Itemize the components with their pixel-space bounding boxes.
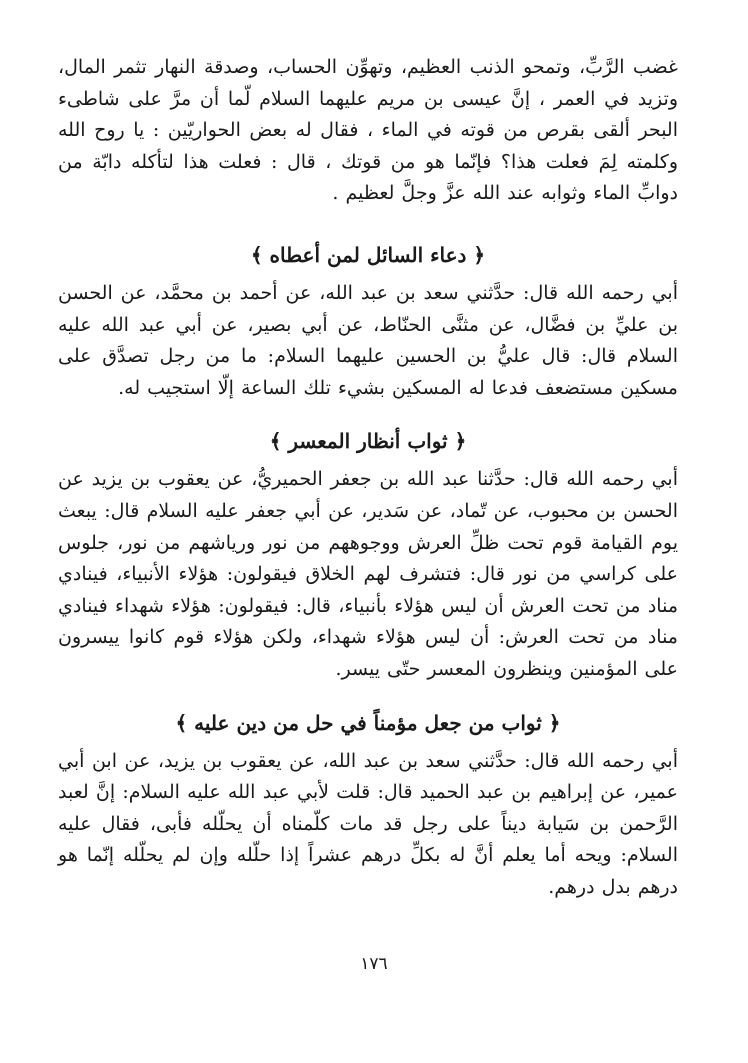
section-heading-beggar-prayer: ﴿ دعاء السائل لمن أعطاه ﴾ bbox=[250, 242, 486, 267]
paragraph-debt-release: أبي رحمه الله قال: حدَّثني سعد بن عبد الله، عن يعقوب بن يزيد، عن ابن أبي عمير، عن إبراهيم بن عبد الحميد قال: قلت لأبي عبد الله عليه السلام: إنَّ لعبد الرَّحمن بن سَيابة ديناً على رجل قد مات كلّمناه أن يحلّله فأبى، فقال عليه السلام: ويحه أما يعلم أنَّ له بكلِّ درهم عشراً إذا حلّله وإن لم يحلّله إنّما هو درهم بدل درهم. bbox=[58, 749, 678, 898]
section-heading-debtor-respite: ﴿ ثواب أنظار المعسر ﴾ bbox=[269, 429, 467, 454]
section-heading-debt-release: ﴿ ثواب من جعل مؤمناً في حل من دين عليه ﴾ bbox=[175, 710, 561, 735]
page-number: ١٧٦ bbox=[360, 954, 388, 974]
paragraph-beggar-prayer: أبي رحمه الله قال: حدَّثني سعد بن عبد الله، عن أحمد بن محمَّد، عن الحسن بن عليِّ بن فضَّال، عن مثنَّى الحنّاط، عن أبي بصير، عن أبي عبد الله عليه السلام قال: قال عليُّ بن الحسين عليهما السلام: ما من رجل تصدَّق على مسكين مستضعف فدعا له المسكين بشيء تلك الساعة إلّا استجيب له. bbox=[58, 281, 678, 399]
paragraph-intro: غضب الرَّبِّ، وتمحو الذنب العظيم، وتهوِّن الحساب، وصدقة النهار تثمر المال، وتزيد في العمر ، إنَّ عيسى بن مريم عليهما السلام لّما أن مرَّ على شاطىء البحر ألقى بقرص من قوته في الماء ، فقال له بعض الحواريّين : يا روح الله وكلمته لِمَ فعلت هذا؟ فإنّما هو من قوتك ، قال : فعلت هذا لتأكله دابّة من دوابِّ الماء وثوابه عند الله عزَّ وجلَّ لعظيم . bbox=[58, 56, 678, 205]
paragraph-debtor-respite: أبي رحمه الله قال: حدَّثنا عبد الله بن جعفر الحميريُّ، عن يعقوب بن يزيد عن الحسن بن محبوب، عن تّماد، عن سَدير، عن أبي جعفر عليه السلام قال: يبعث يوم القيامة قوم تحت ظلِّ العرش ووجوههم من نور ورياشهم من نور، جلوس على كراسي من نور قال: فتشرف لهم الخلاق فيقولون: هؤلاء الأنبياء، فينادي مناد من تحت العرش أن ليس هؤلاء بأنبياء، قال: فيقولون: هؤلاء شهداء فينادي مناد من تحت العرش: أن ليس هؤلاء شهداء، ولكن هؤلاء قوم كانوا ييسرون على المؤمنين وينظرون المعسر حتّى ييسر. bbox=[58, 468, 679, 680]
